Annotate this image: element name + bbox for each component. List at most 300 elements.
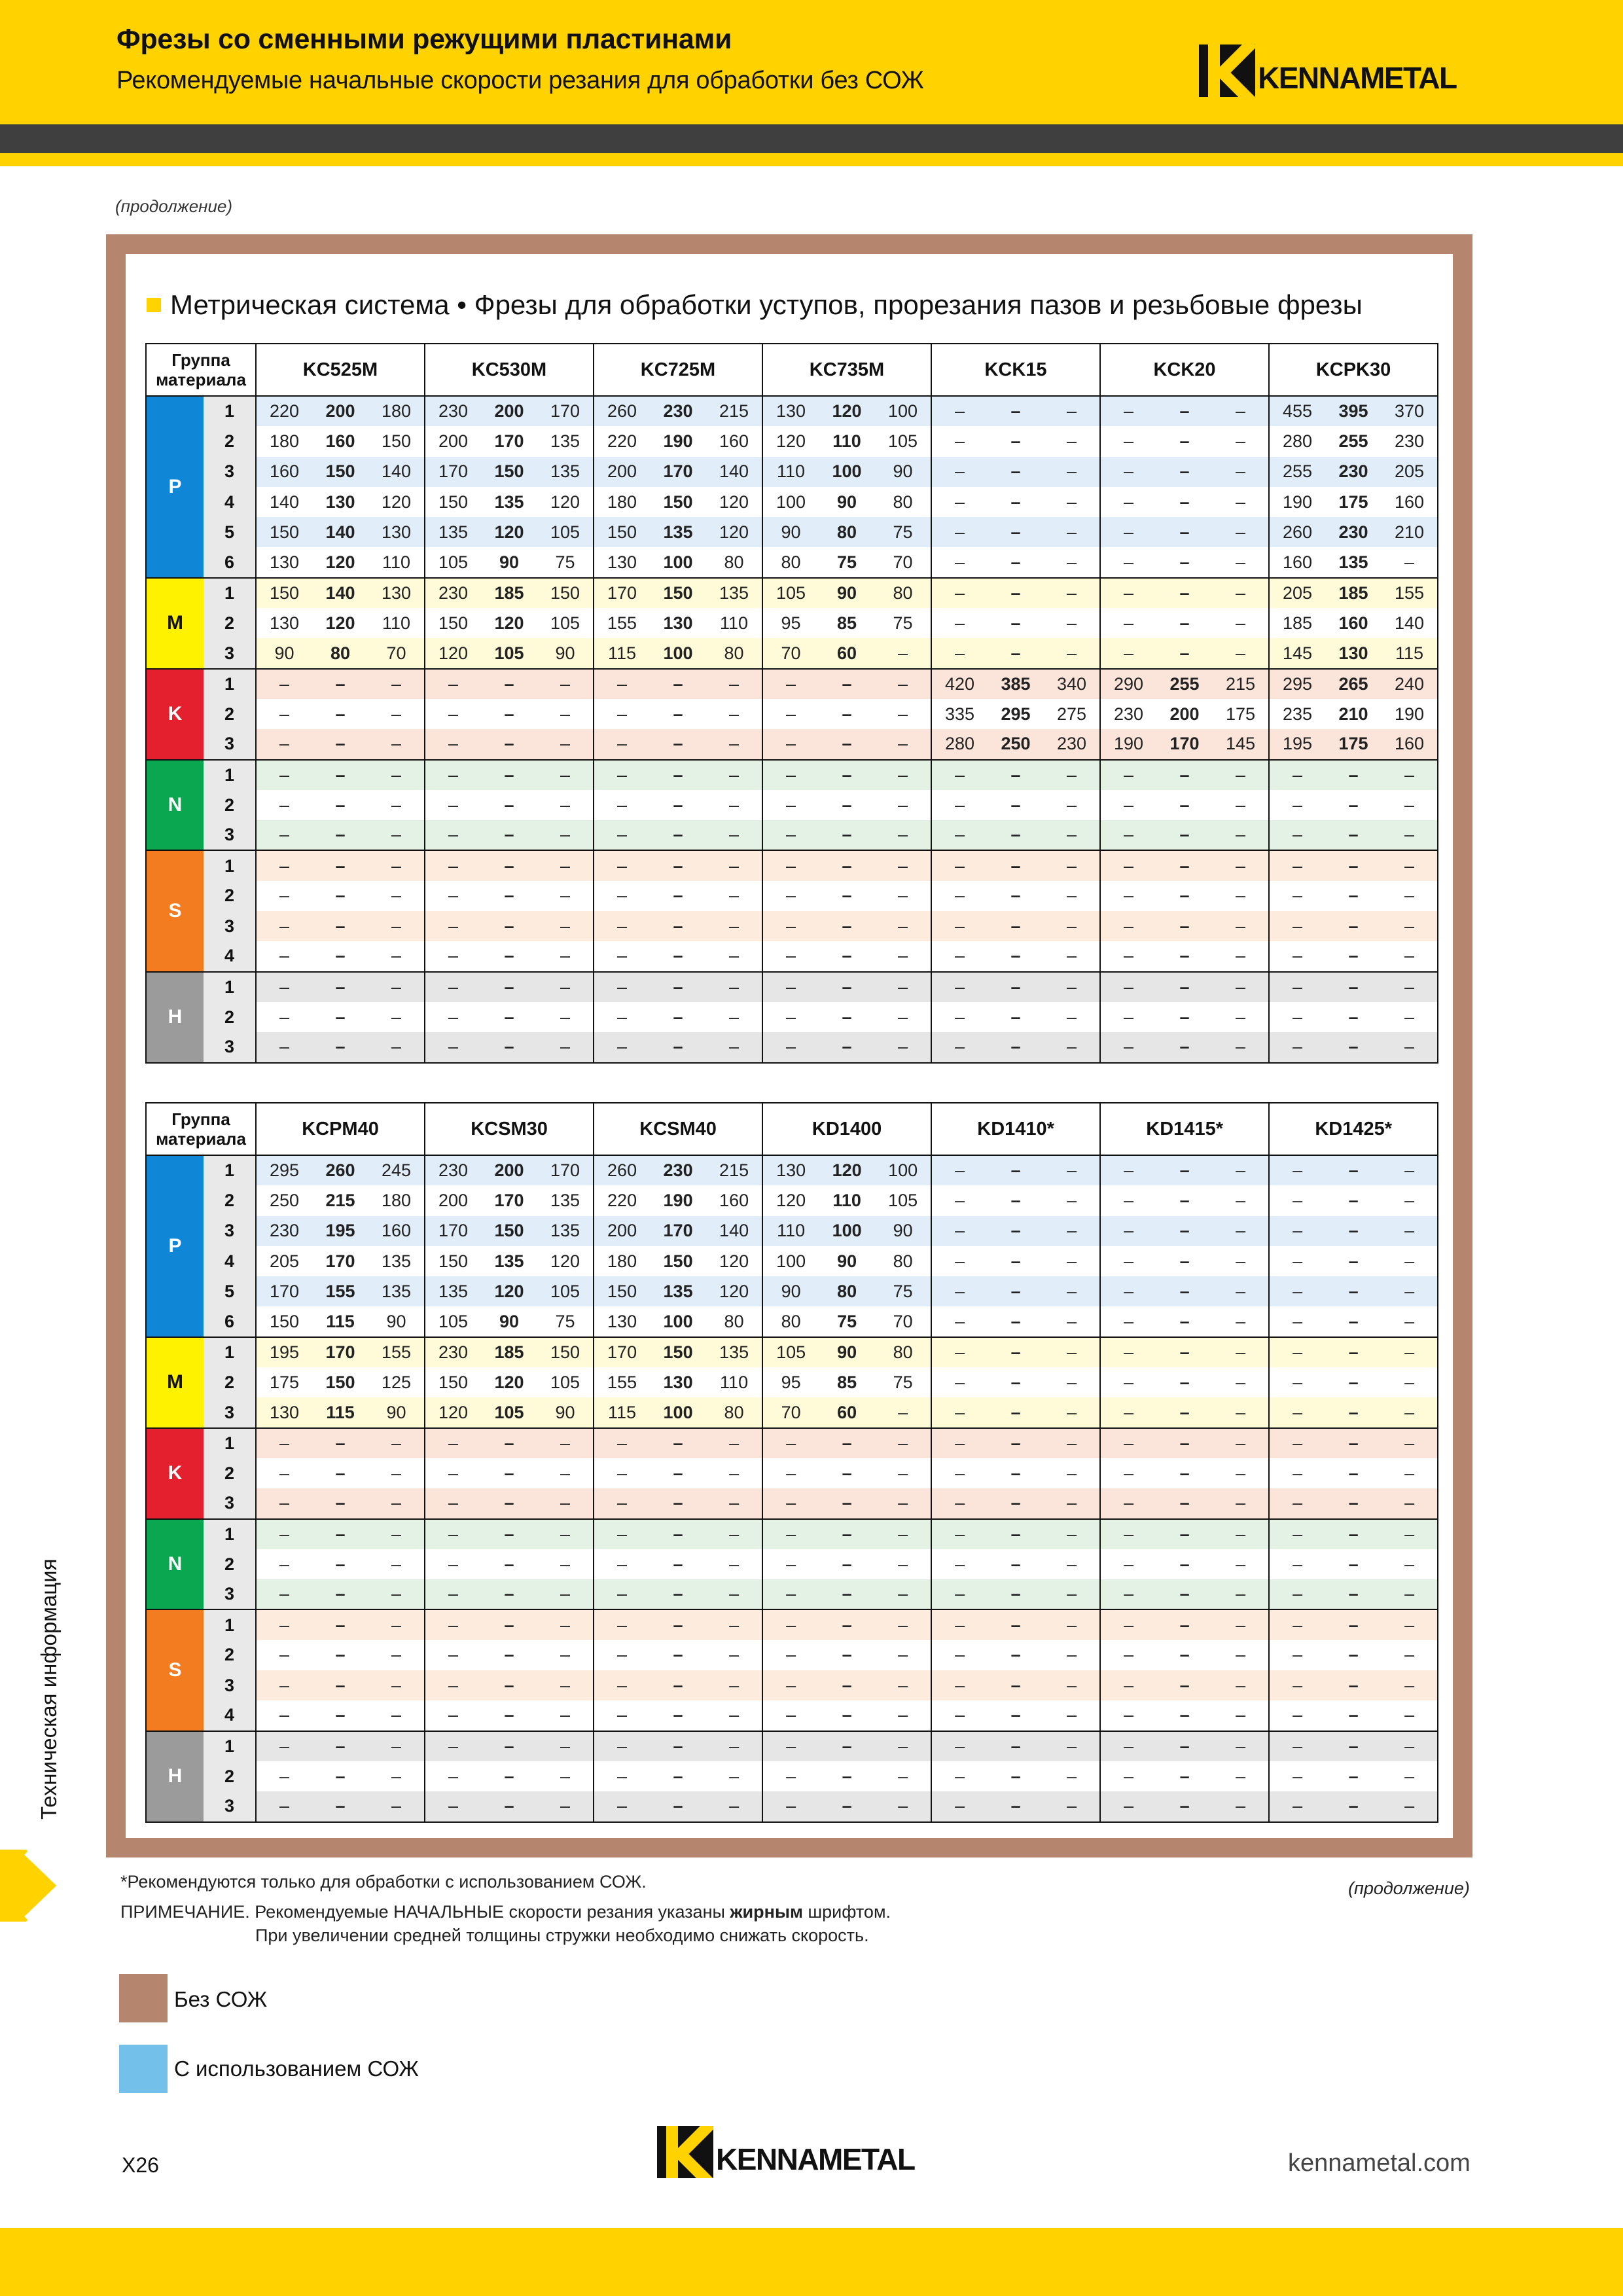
- speed-value-cell: –: [931, 1761, 988, 1791]
- speed-value-cell: –: [1044, 1306, 1100, 1336]
- speed-value-cell: –: [481, 941, 537, 971]
- speed-value-cell: 170: [594, 578, 650, 608]
- speed-value-cell: –: [988, 426, 1044, 456]
- speed-value-cell: –: [650, 911, 706, 941]
- speed-value-cell: –: [819, 1428, 875, 1458]
- speed-value-cell: –: [931, 487, 988, 517]
- speed-value-cell: 110: [819, 426, 875, 456]
- speed-value-cell: –: [762, 850, 819, 880]
- speed-value-cell: –: [931, 1549, 988, 1579]
- speed-value-cell: –: [425, 760, 481, 790]
- speed-value-cell: 295: [1269, 669, 1325, 699]
- side-section-label: Техническая информация: [37, 1558, 61, 1820]
- speed-value-cell: 80: [819, 517, 875, 547]
- speed-value-cell: –: [819, 1032, 875, 1062]
- speed-value-cell: –: [706, 881, 762, 911]
- speed-value-cell: –: [1044, 850, 1100, 880]
- speed-value-cell: –: [706, 1579, 762, 1609]
- speed-value-cell: –: [1213, 1609, 1269, 1640]
- speed-value-cell: –: [1325, 1428, 1382, 1458]
- speed-value-cell: –: [875, 972, 931, 1002]
- grade-header: KC725M: [594, 344, 762, 396]
- speed-value-cell: –: [1269, 1791, 1325, 1821]
- speed-value-cell: –: [1100, 1155, 1156, 1185]
- speed-value-cell: 200: [312, 396, 368, 426]
- speed-value-cell: –: [256, 850, 312, 880]
- speed-value-cell: –: [1213, 1397, 1269, 1427]
- speed-value-cell: –: [1100, 1579, 1156, 1609]
- speed-value-cell: –: [312, 1670, 368, 1700]
- table-row: [146, 1761, 1438, 1791]
- speed-value-cell: 220: [594, 1185, 650, 1215]
- speed-value-cell: –: [931, 1700, 988, 1731]
- speed-value-cell: –: [1100, 1337, 1156, 1367]
- speed-value-cell: –: [537, 911, 594, 941]
- speed-value-cell: –: [256, 941, 312, 971]
- speed-value-cell: –: [931, 517, 988, 547]
- speed-value-cell: –: [706, 1791, 762, 1821]
- speed-value-cell: –: [1269, 1458, 1325, 1488]
- speed-value-cell: –: [1156, 760, 1213, 790]
- table-row: [146, 790, 1438, 820]
- speed-value-cell: –: [875, 1549, 931, 1579]
- speed-value-cell: 130: [594, 547, 650, 577]
- table-row: [146, 1367, 1438, 1397]
- speed-value-cell: –: [1156, 1458, 1213, 1488]
- speed-value-cell: 105: [537, 517, 594, 547]
- speed-value-cell: 90: [481, 547, 537, 577]
- speed-value-cell: –: [537, 1761, 594, 1791]
- speed-value-cell: –: [1156, 1670, 1213, 1700]
- speed-value-cell: –: [1156, 1185, 1213, 1215]
- speed-value-cell: –: [931, 1458, 988, 1488]
- speed-value-cell: –: [368, 1579, 425, 1609]
- yellow-square-bullet-icon: [147, 298, 161, 312]
- speed-value-cell: –: [256, 1458, 312, 1488]
- speed-value-cell: –: [988, 850, 1044, 880]
- speed-value-cell: –: [706, 1670, 762, 1700]
- table-row: [146, 729, 1438, 759]
- speed-value-cell: –: [988, 1519, 1044, 1549]
- speed-value-cell: 75: [875, 608, 931, 638]
- speed-value-cell: –: [931, 1216, 988, 1246]
- speed-value-cell: 130: [1325, 638, 1382, 668]
- speed-value-cell: –: [1325, 1306, 1382, 1336]
- speed-value-cell: –: [1044, 1519, 1100, 1549]
- table-row: [146, 669, 1438, 699]
- speed-value-cell: –: [1213, 1428, 1269, 1458]
- speed-value-cell: –: [1156, 517, 1213, 547]
- section-title-text: Метрическая система • Фрезы для обработки уступов, прорезания пазов и резьбовые фрезы: [170, 289, 1363, 320]
- note-line-1: [120, 1902, 891, 1922]
- speed-value-cell: 90: [875, 457, 931, 487]
- speed-value-cell: 105: [762, 578, 819, 608]
- section-inner: [126, 254, 1453, 1838]
- speed-value-cell: 100: [650, 547, 706, 577]
- speed-value-cell: 140: [312, 517, 368, 547]
- speed-value-cell: –: [425, 1609, 481, 1640]
- speed-value-cell: 205: [1269, 578, 1325, 608]
- speed-value-cell: 110: [368, 547, 425, 577]
- speed-value-cell: 255: [1325, 426, 1382, 456]
- grade-header: KD1410*: [931, 1103, 1100, 1155]
- material-subgroup-number: 3: [204, 729, 256, 759]
- material-subgroup-number: 1: [204, 1428, 256, 1458]
- speed-value-cell: 180: [594, 487, 650, 517]
- speed-value-cell: –: [1269, 1246, 1325, 1276]
- speed-value-cell: –: [988, 1397, 1044, 1427]
- speed-value-cell: –: [1269, 1579, 1325, 1609]
- speed-value-cell: 130: [762, 396, 819, 426]
- material-subgroup-number: 3: [204, 457, 256, 487]
- speed-value-cell: –: [1325, 1640, 1382, 1670]
- speed-value-cell: –: [931, 1306, 988, 1336]
- speed-value-cell: –: [1044, 1246, 1100, 1276]
- speed-value-cell: –: [1269, 1276, 1325, 1306]
- speed-value-cell: 230: [650, 396, 706, 426]
- material-subgroup-number: 3: [204, 1670, 256, 1700]
- speed-value-cell: –: [425, 1700, 481, 1731]
- speed-value-cell: –: [988, 760, 1044, 790]
- speed-value-cell: –: [931, 881, 988, 911]
- speed-value-cell: 150: [650, 1246, 706, 1276]
- speed-value-cell: –: [1044, 1216, 1100, 1246]
- grade-header: KC530M: [425, 344, 594, 396]
- speed-value-cell: 160: [1269, 547, 1325, 577]
- speed-value-cell: –: [425, 1731, 481, 1761]
- speed-value-cell: –: [1044, 1609, 1100, 1640]
- speed-value-cell: –: [368, 881, 425, 911]
- speed-value-cell: –: [706, 699, 762, 729]
- speed-value-cell: 170: [537, 396, 594, 426]
- speed-value-cell: 135: [425, 517, 481, 547]
- speed-value-cell: 170: [312, 1246, 368, 1276]
- table-row: [146, 699, 1438, 729]
- speed-value-cell: –: [762, 1700, 819, 1731]
- grade-header: KD1415*: [1100, 1103, 1269, 1155]
- website-link[interactable]: kennametal.com: [1288, 2149, 1471, 2177]
- speed-value-cell: –: [481, 881, 537, 911]
- speed-value-cell: –: [1269, 911, 1325, 941]
- speed-value-cell: –: [819, 881, 875, 911]
- speed-value-cell: –: [1100, 547, 1156, 577]
- speed-value-cell: –: [481, 1458, 537, 1488]
- grade-header: KC735M: [762, 344, 931, 396]
- speed-value-cell: –: [594, 1428, 650, 1458]
- speed-value-cell: –: [1269, 850, 1325, 880]
- speed-value-cell: –: [1325, 911, 1382, 941]
- speed-value-cell: –: [425, 1791, 481, 1821]
- speed-value-cell: –: [256, 1032, 312, 1062]
- speed-value-cell: 85: [819, 608, 875, 638]
- speed-value-cell: –: [1382, 1488, 1438, 1518]
- table-row: [146, 1731, 1438, 1761]
- speed-value-cell: –: [650, 1700, 706, 1731]
- speed-value-cell: –: [1213, 1700, 1269, 1731]
- speed-value-cell: 200: [481, 396, 537, 426]
- speed-value-cell: –: [650, 1488, 706, 1518]
- table-row: [146, 578, 1438, 608]
- speed-value-cell: 120: [762, 1185, 819, 1215]
- speed-value-cell: –: [425, 1002, 481, 1032]
- speed-value-cell: –: [931, 1397, 988, 1427]
- speed-value-cell: 170: [481, 426, 537, 456]
- speed-value-cell: 115: [594, 638, 650, 668]
- speed-value-cell: –: [537, 1640, 594, 1670]
- speed-value-cell: –: [425, 669, 481, 699]
- speed-value-cell: 295: [256, 1155, 312, 1185]
- speed-value-cell: –: [762, 1579, 819, 1609]
- speed-value-cell: 105: [425, 1306, 481, 1336]
- speed-value-cell: –: [1156, 608, 1213, 638]
- speed-value-cell: 105: [425, 547, 481, 577]
- material-subgroup-number: 3: [204, 1397, 256, 1427]
- speed-value-cell: –: [819, 1549, 875, 1579]
- speed-value-cell: 100: [650, 1306, 706, 1336]
- table-row: [146, 1032, 1438, 1062]
- speed-value-cell: 120: [425, 1397, 481, 1427]
- speed-value-cell: –: [1156, 578, 1213, 608]
- speed-value-cell: –: [537, 1731, 594, 1761]
- table-row: [146, 1155, 1438, 1185]
- speed-value-cell: –: [988, 1185, 1044, 1215]
- footer-logo-wordmark: KENNAMETAL: [716, 2142, 915, 2176]
- speed-value-cell: 170: [256, 1276, 312, 1306]
- speed-value-cell: 150: [481, 457, 537, 487]
- speed-value-cell: 135: [368, 1246, 425, 1276]
- speed-value-cell: 200: [481, 1155, 537, 1185]
- page-subtitle: Рекомендуемые начальные скорости резания для обработки без СОЖ: [116, 67, 924, 94]
- speed-value-cell: –: [931, 1609, 988, 1640]
- speed-value-cell: 135: [537, 1185, 594, 1215]
- speed-value-cell: –: [312, 1519, 368, 1549]
- table-row: [146, 1002, 1438, 1032]
- speed-value-cell: 240: [1382, 669, 1438, 699]
- speed-value-cell: 140: [368, 457, 425, 487]
- speed-value-cell: 135: [650, 517, 706, 547]
- speed-value-cell: –: [1382, 1549, 1438, 1579]
- speed-value-cell: –: [1156, 638, 1213, 668]
- speed-value-cell: –: [425, 729, 481, 759]
- speed-value-cell: –: [988, 1246, 1044, 1276]
- speed-value-cell: –: [537, 1700, 594, 1731]
- speed-value-cell: 250: [988, 729, 1044, 759]
- speed-value-cell: –: [1156, 1397, 1213, 1427]
- table-row: [146, 1700, 1438, 1731]
- speed-value-cell: –: [537, 881, 594, 911]
- material-subgroup-number: 1: [204, 1155, 256, 1185]
- speed-value-cell: –: [1156, 1791, 1213, 1821]
- speed-value-cell: –: [875, 638, 931, 668]
- speed-value-cell: –: [312, 820, 368, 850]
- speed-value-cell: –: [931, 1337, 988, 1367]
- speed-value-cell: –: [706, 1731, 762, 1761]
- speed-value-cell: –: [1100, 578, 1156, 608]
- speed-value-cell: –: [931, 1579, 988, 1609]
- speed-value-cell: –: [1156, 426, 1213, 456]
- speed-value-cell: 145: [1213, 729, 1269, 759]
- speed-value-cell: –: [988, 1579, 1044, 1609]
- speed-value-cell: –: [1325, 1791, 1382, 1821]
- speed-value-cell: –: [368, 820, 425, 850]
- speed-value-cell: –: [1156, 790, 1213, 820]
- speed-value-cell: –: [762, 1032, 819, 1062]
- speed-value-cell: 210: [1382, 517, 1438, 547]
- speed-value-cell: 115: [1382, 638, 1438, 668]
- speed-value-cell: –: [256, 1579, 312, 1609]
- speed-value-cell: –: [312, 1640, 368, 1670]
- speed-value-cell: –: [256, 911, 312, 941]
- speed-value-cell: –: [875, 729, 931, 759]
- material-group-n: N: [146, 760, 204, 851]
- speed-value-cell: –: [1382, 1397, 1438, 1427]
- speed-value-cell: –: [1213, 396, 1269, 426]
- speed-value-cell: 455: [1269, 396, 1325, 426]
- speed-value-cell: –: [819, 790, 875, 820]
- speed-value-cell: –: [706, 1609, 762, 1640]
- speed-value-cell: 105: [537, 608, 594, 638]
- speed-value-cell: –: [256, 1549, 312, 1579]
- speed-value-cell: 80: [819, 1276, 875, 1306]
- speed-value-cell: 260: [1269, 517, 1325, 547]
- speed-value-cell: –: [819, 760, 875, 790]
- speed-value-cell: –: [1382, 760, 1438, 790]
- speed-value-cell: 160: [706, 426, 762, 456]
- speed-value-cell: 170: [312, 1337, 368, 1367]
- note-suffix: шрифтом.: [802, 1902, 891, 1922]
- speed-value-cell: 260: [594, 396, 650, 426]
- speed-value-cell: 80: [706, 1397, 762, 1427]
- speed-value-cell: –: [988, 1670, 1044, 1700]
- speed-value-cell: –: [988, 578, 1044, 608]
- speed-value-cell: –: [368, 1609, 425, 1640]
- speed-value-cell: –: [1269, 1640, 1325, 1670]
- speed-value-cell: –: [931, 850, 988, 880]
- speed-value-cell: 335: [931, 699, 988, 729]
- table-row: [146, 1246, 1438, 1276]
- speed-value-cell: –: [537, 729, 594, 759]
- speed-value-cell: –: [1382, 1216, 1438, 1246]
- speed-value-cell: –: [256, 1761, 312, 1791]
- speed-value-cell: –: [594, 1731, 650, 1761]
- speed-value-cell: 200: [425, 426, 481, 456]
- speed-value-cell: –: [594, 941, 650, 971]
- speed-value-cell: –: [1325, 1032, 1382, 1062]
- speed-value-cell: –: [650, 1519, 706, 1549]
- speed-value-cell: –: [368, 729, 425, 759]
- speed-value-cell: –: [819, 1579, 875, 1609]
- speed-value-cell: 220: [256, 396, 312, 426]
- speed-value-cell: –: [931, 1002, 988, 1032]
- speed-value-cell: 160: [368, 1216, 425, 1246]
- speed-value-cell: –: [1382, 1700, 1438, 1731]
- speed-value-cell: –: [1156, 1337, 1213, 1367]
- speed-value-cell: –: [1382, 1670, 1438, 1700]
- speed-value-cell: –: [425, 941, 481, 971]
- speed-value-cell: 90: [819, 1246, 875, 1276]
- speed-value-cell: –: [256, 1640, 312, 1670]
- speed-value-cell: 150: [312, 457, 368, 487]
- speed-value-cell: –: [1382, 547, 1438, 577]
- speed-value-cell: –: [1044, 1276, 1100, 1306]
- speed-value-cell: 80: [875, 1337, 931, 1367]
- speed-value-cell: 215: [312, 1185, 368, 1215]
- speed-value-cell: 150: [425, 1367, 481, 1397]
- grade-header: KCPK30: [1269, 344, 1438, 396]
- speed-value-cell: –: [594, 1761, 650, 1791]
- speed-value-cell: –: [650, 1549, 706, 1579]
- speed-value-cell: 155: [312, 1276, 368, 1306]
- material-subgroup-number: 2: [204, 1549, 256, 1579]
- speed-value-cell: –: [1156, 487, 1213, 517]
- speed-value-cell: –: [762, 820, 819, 850]
- speed-value-cell: –: [256, 820, 312, 850]
- speed-value-cell: –: [1156, 1246, 1213, 1276]
- speed-value-cell: –: [1325, 790, 1382, 820]
- speed-value-cell: 170: [425, 1216, 481, 1246]
- speed-value-cell: 120: [706, 517, 762, 547]
- speed-value-cell: –: [706, 1458, 762, 1488]
- speed-value-cell: 145: [1269, 638, 1325, 668]
- speed-value-cell: –: [1100, 1246, 1156, 1276]
- speed-value-cell: 135: [706, 1337, 762, 1367]
- speed-value-cell: 110: [819, 1185, 875, 1215]
- speed-value-cell: 90: [537, 1397, 594, 1427]
- speed-value-cell: –: [931, 820, 988, 850]
- speed-value-cell: –: [256, 972, 312, 1002]
- speed-value-cell: 105: [537, 1367, 594, 1397]
- speed-value-cell: –: [1325, 1002, 1382, 1032]
- speed-value-cell: –: [1325, 1579, 1382, 1609]
- speed-value-cell: –: [594, 1549, 650, 1579]
- speed-value-cell: –: [1044, 426, 1100, 456]
- speed-value-cell: 175: [1213, 699, 1269, 729]
- speed-value-cell: 395: [1325, 396, 1382, 426]
- speed-value-cell: 80: [875, 578, 931, 608]
- speed-value-cell: –: [1325, 1761, 1382, 1791]
- speed-value-cell: –: [1213, 1032, 1269, 1062]
- kennametal-k-footer-icon: [657, 2126, 713, 2178]
- speed-value-cell: –: [368, 1519, 425, 1549]
- speed-value-cell: –: [425, 1579, 481, 1609]
- speed-value-cell: 70: [762, 638, 819, 668]
- speed-value-cell: 370: [1382, 396, 1438, 426]
- speed-value-cell: 160: [706, 1185, 762, 1215]
- speed-value-cell: –: [425, 911, 481, 941]
- speed-value-cell: –: [1213, 911, 1269, 941]
- speed-value-cell: –: [1213, 426, 1269, 456]
- speed-value-cell: –: [368, 790, 425, 820]
- speed-value-cell: –: [537, 1519, 594, 1549]
- table-row: [146, 972, 1438, 1002]
- speed-value-cell: –: [537, 1428, 594, 1458]
- speed-value-cell: 155: [594, 608, 650, 638]
- speed-value-cell: –: [650, 1731, 706, 1761]
- speed-value-cell: –: [312, 1731, 368, 1761]
- speed-value-cell: –: [875, 820, 931, 850]
- speed-value-cell: –: [425, 1519, 481, 1549]
- speed-value-cell: –: [988, 1002, 1044, 1032]
- material-subgroup-number: 2: [204, 1761, 256, 1791]
- footnote-coolant: *Рекомендуются только для обработки с использованием СОЖ.: [120, 1872, 647, 1892]
- speed-value-cell: –: [256, 1670, 312, 1700]
- speed-value-cell: 95: [762, 608, 819, 638]
- speed-value-cell: 60: [819, 638, 875, 668]
- speed-table-2: [145, 1102, 1438, 1823]
- speed-value-cell: 195: [256, 1337, 312, 1367]
- speed-value-cell: –: [875, 699, 931, 729]
- speed-value-cell: 130: [594, 1306, 650, 1336]
